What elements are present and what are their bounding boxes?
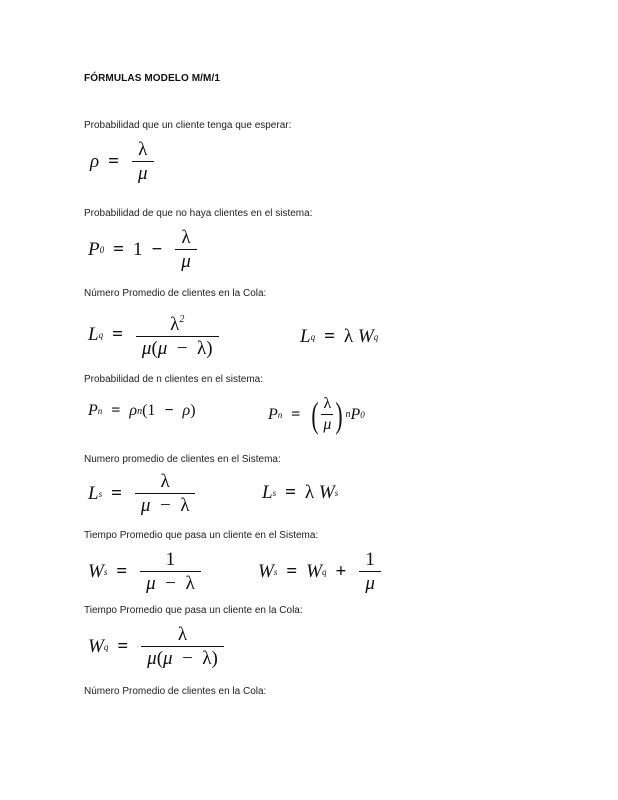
equals-sign: =	[324, 326, 335, 347]
subscript-n: n	[97, 406, 103, 416]
subscript-q: q	[103, 642, 109, 652]
formula-ws-2	[258, 550, 385, 594]
subscript-s: s	[334, 488, 339, 498]
denominator	[136, 336, 219, 359]
fraction	[136, 310, 219, 359]
section-heading-zero-clients: Probabilidad de que no haya clientes en el sistema:	[84, 208, 313, 219]
denominator-mu: μ	[359, 571, 381, 594]
fraction	[175, 228, 197, 272]
lambda: λ	[304, 482, 315, 503]
fraction	[359, 550, 381, 594]
numerator-one: 1	[165, 549, 176, 570]
symbol-rho: ρ	[182, 402, 191, 419]
subscript-zero: 0	[360, 409, 365, 420]
minus-sign: −	[182, 648, 193, 669]
fraction	[140, 550, 200, 594]
symbol-w: W	[258, 561, 274, 582]
paren-close: )	[190, 402, 196, 419]
denominator-mu: μ	[175, 249, 197, 272]
subscript-q: q	[310, 332, 316, 342]
symbol-rho: ρ	[90, 151, 100, 172]
subscript-q: q	[373, 332, 379, 342]
denominator-mu: μ	[323, 416, 332, 433]
formula-ls-2	[262, 482, 338, 504]
exponent-n: n	[345, 409, 351, 420]
equals-sign: =	[117, 636, 129, 657]
fraction	[132, 140, 154, 184]
symbol-p: P	[88, 402, 98, 419]
numerator-lambda: λ	[160, 471, 170, 492]
minus-sign: −	[159, 495, 171, 516]
numerator-lambda: λ	[181, 227, 191, 248]
numerator-lambda: λ	[177, 624, 188, 645]
symbol-p: P	[350, 405, 361, 423]
formula-pn-1	[88, 402, 196, 420]
symbol-w: W	[318, 482, 335, 503]
paren-open: (	[142, 402, 148, 419]
numerator	[164, 310, 190, 336]
symbol-p: P	[268, 405, 278, 423]
symbol-w: W	[357, 326, 374, 347]
lambda: λ	[185, 573, 195, 594]
equals-sign: =	[286, 561, 298, 582]
formula-ls-1	[88, 472, 199, 516]
minus-sign: −	[176, 338, 188, 359]
mu: μ	[146, 573, 156, 594]
section-heading-wait-probability: Probabilidad que un cliente tenga que esperar:	[84, 120, 292, 131]
subscript-s: s	[98, 489, 103, 499]
mu: μ	[147, 648, 157, 669]
fraction	[321, 394, 333, 435]
mu: μ	[141, 338, 152, 359]
numerator-one: 1	[365, 549, 375, 570]
numerator-lambda: λ	[323, 395, 332, 412]
denominator	[135, 493, 195, 516]
formula-rho	[90, 140, 158, 184]
numerator-lambda: λ	[138, 139, 148, 160]
lambda: λ	[170, 314, 180, 335]
subscript-zero: 0	[99, 245, 105, 255]
section-heading-system-time: Tiempo Promedio que pasa un cliente en el Sistema:	[84, 530, 319, 541]
minus-sign: −	[165, 573, 176, 594]
equals-sign: =	[111, 402, 121, 419]
formula-lq-1	[88, 310, 223, 359]
section-heading-system-average: Numero promedio de clientes en el Sistema:	[84, 454, 281, 465]
fraction	[135, 472, 195, 516]
equals-sign: =	[112, 323, 123, 345]
mu: μ	[163, 648, 173, 669]
symbol-p: P	[88, 239, 100, 260]
symbol-l: L	[88, 323, 99, 345]
symbol-w: W	[306, 561, 322, 582]
fraction	[141, 625, 224, 669]
denominator	[141, 646, 224, 669]
denominator-mu: μ	[132, 161, 154, 184]
subscript-q: q	[322, 567, 327, 577]
symbol-w: W	[88, 561, 104, 582]
document-title: FÓRMULAS MODELO M/M/1	[84, 73, 220, 84]
exponent-two: 2	[179, 314, 185, 325]
formula-lq-2	[300, 326, 378, 348]
equals-sign: =	[285, 482, 296, 503]
symbol-l: L	[88, 483, 99, 504]
equals-sign: =	[113, 239, 124, 260]
number-one: 1	[132, 239, 143, 260]
paren-open: (	[156, 648, 164, 669]
symbol-w: W	[88, 636, 104, 657]
subscript-s: s	[273, 567, 278, 577]
formula-wq	[88, 625, 228, 669]
equals-sign: =	[291, 405, 301, 423]
equals-sign: =	[108, 151, 119, 172]
minus-sign: −	[151, 239, 163, 260]
lambda: λ	[202, 648, 212, 669]
lambda: λ	[197, 338, 207, 359]
equals-sign: =	[111, 483, 122, 504]
section-heading-queue-time: Tiempo Promedio que pasa un cliente en la Cola:	[84, 605, 303, 616]
section-heading-n-clients: Probabilidad de n clientes en el sistema:	[84, 374, 263, 385]
symbol-rho: ρ	[129, 402, 138, 419]
formula-pn-2	[268, 394, 365, 435]
section-heading-queue-average: Número Promedio de clientes en la Cola:	[84, 288, 267, 299]
subscript-q: q	[98, 329, 104, 340]
plus-sign: +	[335, 561, 347, 582]
symbol-l: L	[300, 326, 311, 347]
mu: μ	[157, 338, 168, 359]
section-heading-queue-average-2: Número Promedio de clientes en la Cola:	[84, 686, 267, 697]
paren-open: (	[311, 394, 320, 435]
paren-open: (	[151, 338, 158, 359]
paren-close: )	[211, 648, 218, 669]
formula-ws-1	[88, 550, 205, 594]
minus-sign: −	[164, 402, 174, 419]
lambda: λ	[343, 326, 354, 347]
paren-close: )	[206, 338, 213, 359]
symbol-l: L	[262, 482, 273, 503]
denominator	[140, 571, 200, 594]
equals-sign: =	[116, 561, 128, 582]
exponent-n: n	[137, 405, 143, 417]
subscript-s: s	[272, 488, 277, 498]
mu: μ	[140, 495, 151, 516]
subscript-s: s	[103, 567, 108, 577]
number-one: 1	[147, 402, 156, 419]
paren-close: )	[335, 394, 344, 435]
subscript-n: n	[277, 409, 283, 420]
lambda: λ	[180, 495, 190, 516]
formula-p0	[88, 228, 201, 272]
